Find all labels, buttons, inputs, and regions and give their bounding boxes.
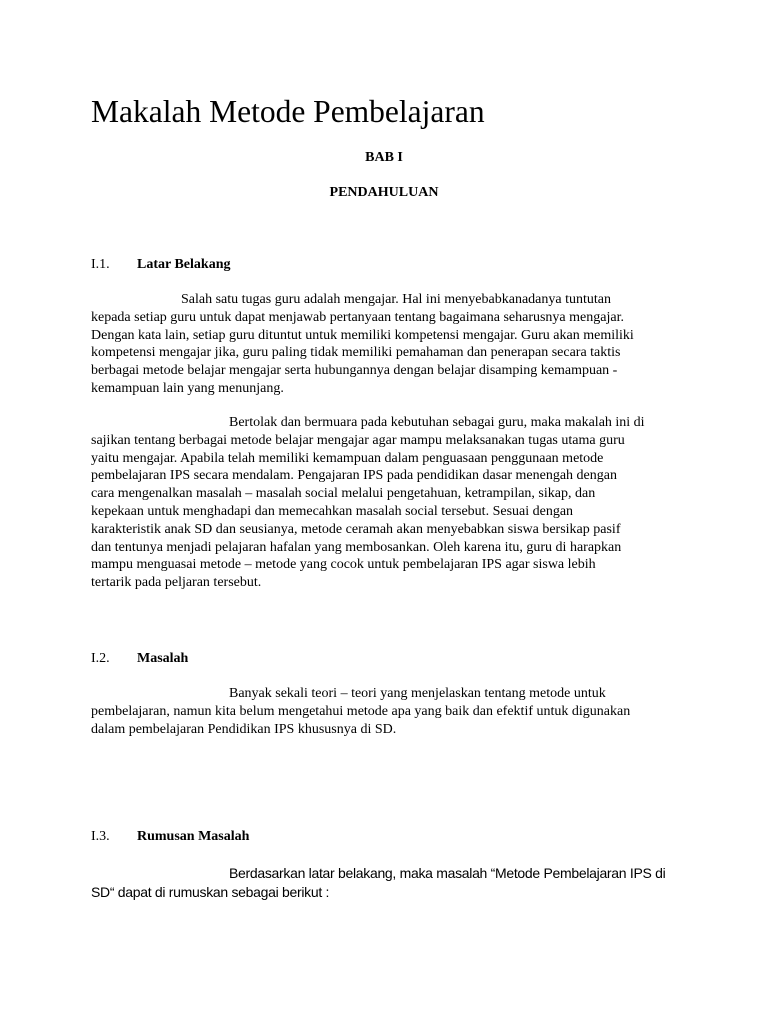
text-line: mampu menguasai metode – metode yang cocok untuk pembelajaran IPS agar siswa lebih (91, 557, 596, 573)
text-line: kepekaan untuk menghadapi dan memecahkan masalah social tersebut. Sesuai dengan (91, 503, 574, 519)
paragraph-latar-belakang-2 (91, 414, 681, 592)
section-title: Masalah (137, 651, 189, 666)
text-line: Salah satu tugas guru adalah mengajar. Hal ini menyebabkanadanya tuntutan (181, 292, 611, 307)
section-title: Latar Belakang (137, 257, 231, 272)
section-title: Rumusan Masalah (137, 829, 250, 844)
text-line: berbagai metode belajar mengajar serta hubungannya dengan belajar disamping kemampuan - (91, 363, 618, 379)
text-line: kepada setiap guru untuk dapat menjawab pertanyaan tentang bagaimana seharusnya mengajar. (91, 309, 624, 325)
paragraph-latar-belakang-1 (91, 291, 681, 398)
text-line: Bertolak dan bermuara pada kebutuhan sebagai guru, maka makalah ini di (229, 415, 645, 430)
section-heading-masalah (91, 650, 188, 668)
text-line: tertarik pada peljaran tersebut. (91, 575, 262, 591)
chapter-number: BAB I (365, 150, 403, 165)
text-line: dalam pembelajaran Pendidikan IPS khususnya di SD. (91, 721, 397, 737)
text-line: Berdasarkan latar belakang, maka masalah “Metode Pembelajaran IPS di (229, 865, 666, 881)
text-line: dan tentunya menjadi pelajaran hafalan yang membosankan. Oleh karena itu, guru di harapkan (91, 539, 622, 555)
section-number: I.3. (91, 829, 110, 844)
text-line: kompetensi mengajar jika, guru paling tidak memiliki pemahaman dan penerapan secara taktis (91, 345, 621, 361)
text-line: sajikan tentang berbagai metode belajar mengajar agar mampu melaksanakan tugas utama guru (91, 432, 625, 448)
text-line: karakteristik anak SD dan seusianya, metode ceramah akan menyebabkan siswa bersikap pasif (91, 521, 621, 537)
text-line: Banyak sekali teori – teori yang menjelaskan tentang metode untuk (229, 686, 606, 701)
text-line: yaitu mengajar. Apabila telah memiliki kemampuan dalam penguasaan penggunaan metode (91, 450, 604, 466)
text-line: Dengan kata lain, setiap guru dituntut untuk memiliki kompetensi mengajar. Guru akan memiliki (91, 327, 634, 343)
text-line: cara mengenalkan masalah – masalah social melalui pengetahuan, ketrampilan, sikap, dan (91, 486, 596, 502)
text-line: pembelajaran IPS secara mendalam. Pengajaran IPS pada pendidikan dasar menengah dengan (91, 468, 617, 484)
text-line: pembelajaran, namun kita belum mengetahui metode apa yang baik dan efektif untuk digunakan (91, 703, 631, 719)
text-line: kemampuan lain yang menunjang. (91, 380, 284, 396)
text-line: SD“ dapat di rumuskan sebagai berikut : (91, 884, 330, 900)
paragraph-rumusan-masalah (91, 864, 681, 902)
section-number: I.2. (91, 651, 110, 666)
document-title: Makalah Metode Pembelajaran (91, 94, 485, 129)
paragraph-masalah (91, 685, 681, 738)
section-number: I.1. (91, 257, 110, 272)
section-heading-rumusan-masalah (91, 828, 249, 846)
chapter-title: PENDAHULUAN (329, 185, 439, 200)
section-heading-latar-belakang (91, 256, 230, 274)
